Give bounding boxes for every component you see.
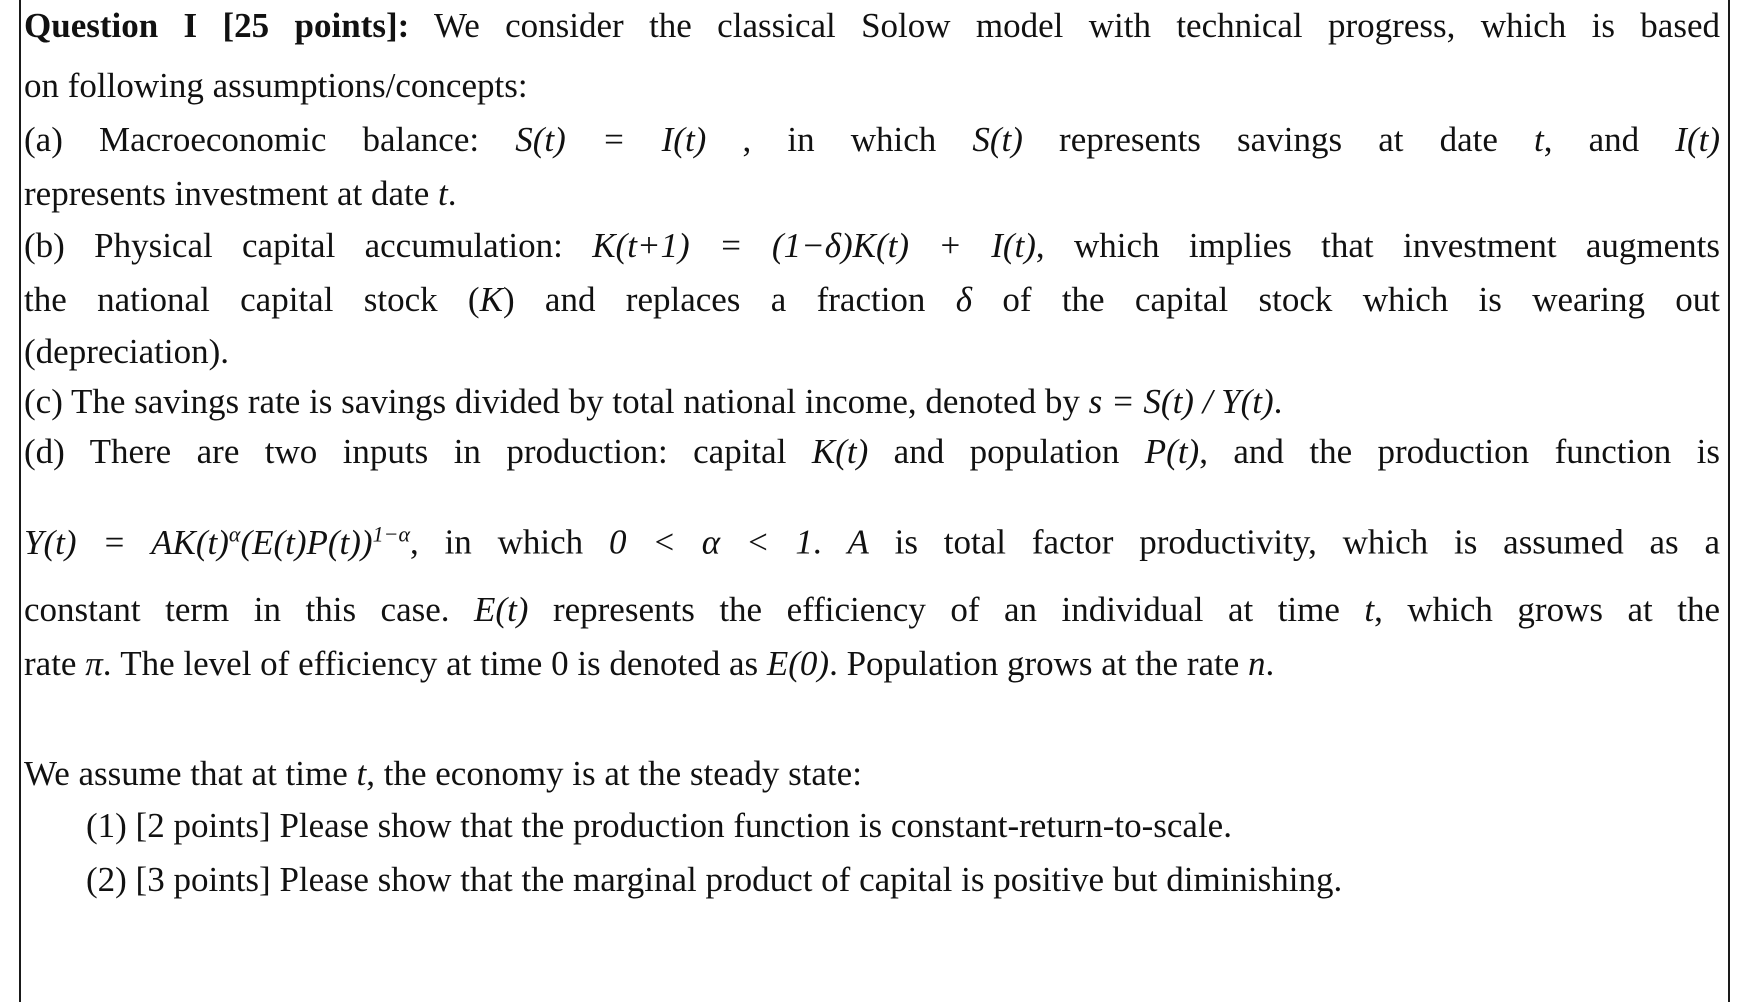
item-a-line2-end: . xyxy=(447,174,457,213)
item-b-equation: K(t+1) = (1−δ)K(t) + I(t) xyxy=(592,226,1036,265)
right-border-line xyxy=(1728,0,1730,1002)
item-d-line3 xyxy=(24,588,1720,632)
item-b-line2-b: ) and replaces a fraction xyxy=(502,280,956,319)
item-d-line1-a: (d) There are two inputs in production: capital xyxy=(24,432,812,471)
item-a-line2-t: t xyxy=(438,174,448,213)
item-a-t-symbol: t xyxy=(1534,120,1544,159)
item-b-k-symbol: K xyxy=(479,280,503,319)
item-d-line1 xyxy=(24,430,1720,474)
item-a-line1 xyxy=(24,118,1720,162)
item-d-line2-a: , in which xyxy=(410,522,609,562)
item-a-line2 xyxy=(24,172,1720,216)
item-d-line4 xyxy=(24,642,1720,686)
item-d-line1-b: and population xyxy=(868,432,1145,471)
initial-efficiency-symbol: E(0) xyxy=(766,644,830,683)
item-a-equation: S(t) = I(t) xyxy=(515,120,707,159)
production-function-one-minus-alpha-exponent: 1−α xyxy=(372,521,410,546)
n-symbol: n xyxy=(1248,644,1266,683)
item-d-line4-c: . Population grows at the rate xyxy=(829,644,1249,683)
item-a-mid: , in which xyxy=(706,120,973,159)
item-d-line2-c: is total factor productivity, which is assumed as a xyxy=(868,522,1721,562)
question-header-line xyxy=(24,4,1720,48)
tfp-symbol: A xyxy=(847,522,869,562)
question-intro-line2: on following assumptions/concepts: xyxy=(24,66,528,105)
item-b-prefix: (b) Physical capital accumulation: xyxy=(24,226,593,265)
question-title: Question I [25 points]: xyxy=(24,6,410,45)
item-d-line4-a: rate xyxy=(24,644,86,683)
steady-t-symbol: t xyxy=(356,754,367,793)
item-d-population-symbol: P(t) xyxy=(1144,432,1200,471)
item-c-text: (c) The savings rate is savings divided by total national income, denoted by xyxy=(24,382,1089,421)
left-border-line xyxy=(19,0,21,1002)
item-d-line3-t: t xyxy=(1364,590,1375,629)
alpha-condition: 0 < α < 1 xyxy=(608,522,813,562)
efficiency-symbol: E(t) xyxy=(474,590,529,629)
item-d-line3-c: , which grows at the xyxy=(1374,590,1720,629)
question-intro-line1: We consider the classical Solow model with technical progress, which is based xyxy=(434,6,1720,45)
question-intro-line2-row xyxy=(24,64,1720,108)
steady-text-b: , the economy is at the steady state: xyxy=(366,754,862,793)
steady-state-line xyxy=(24,752,1720,796)
item-b-line2-c: of the capital stock which is wearing out xyxy=(972,280,1720,319)
item-c-equation: s = S(t) / Y(t) xyxy=(1088,382,1274,421)
subquestion-2-text: (2) [3 points] Please show that the marginal product of capital is positive but diminishing. xyxy=(86,860,1343,899)
item-a-prefix: (a) Macroeconomic balance: xyxy=(24,120,480,159)
production-function-alpha-exponent: α xyxy=(228,521,241,546)
item-d-line3-b: represents the efficiency of an individual at time xyxy=(528,590,1365,629)
item-d-line3-a: constant term in this case. xyxy=(24,590,475,629)
item-d-line4-d: . xyxy=(1265,644,1275,683)
item-d-line4-b: . The level of efficiency at time 0 is denoted as xyxy=(102,644,767,683)
production-function xyxy=(24,523,410,562)
item-b-rest: , which implies that investment augments xyxy=(1035,226,1720,265)
item-d-line1-c: , and the production function is xyxy=(1199,432,1720,471)
item-a-savings-symbol: S(t) xyxy=(972,120,1023,159)
pi-symbol: π xyxy=(85,644,103,683)
subquestion-1 xyxy=(86,804,1686,848)
item-a-line2-text: represents investment at date xyxy=(24,174,439,213)
subquestion-1-text: (1) [2 points] Please show that the production function is constant-return-to-scale. xyxy=(86,806,1232,845)
item-c-end: . xyxy=(1273,382,1283,421)
item-b-line1 xyxy=(24,224,1720,268)
subquestion-2 xyxy=(86,858,1686,902)
item-d-line2 xyxy=(24,512,1720,565)
item-d-capital-symbol: K(t) xyxy=(811,432,869,471)
item-b-line2 xyxy=(24,278,1720,322)
production-function-base: Y(t) = AK(t) xyxy=(24,522,229,562)
item-c-line xyxy=(24,380,1720,424)
item-b-line3 xyxy=(24,330,1720,374)
item-a-investment-symbol: I(t) xyxy=(1675,120,1720,159)
item-d-line2-b: . xyxy=(812,522,848,562)
item-b-line2-a: the national capital stock ( xyxy=(24,280,480,319)
item-b-delta-symbol: δ xyxy=(955,280,973,319)
steady-text-a: We assume that at time xyxy=(24,754,357,793)
item-a-rest2: , and xyxy=(1543,120,1676,159)
item-a-rest1: represents savings at date xyxy=(1022,120,1535,159)
production-function-labor-term: (E(t)P(t)) xyxy=(240,522,373,562)
item-b-line3-text: (depreciation). xyxy=(24,332,230,371)
